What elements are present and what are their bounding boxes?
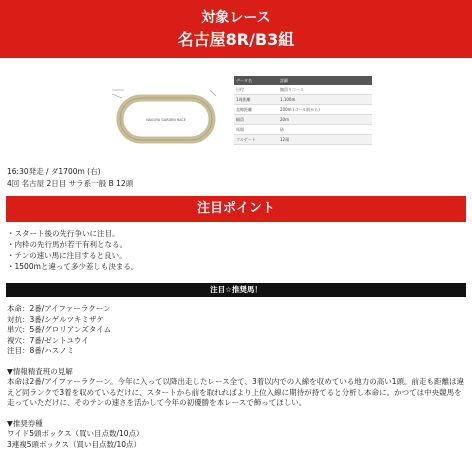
list-item: 3連複5頭ボックス（買い目点数/10点） — [7, 439, 142, 449]
table-row — [234, 135, 372, 145]
header-title: 対象レース — [201, 10, 271, 26]
table-row — [234, 95, 372, 105]
table-cell: 日付 — [234, 85, 278, 95]
table-row — [234, 105, 372, 115]
table-row — [234, 85, 372, 95]
table-cell: 1,100m — [278, 95, 372, 105]
table-cell: 20m — [278, 115, 372, 125]
list-item: 単穴：5番/グロリアンズタイム — [7, 325, 112, 334]
table-cell: 1周距離 — [234, 95, 278, 105]
table-header-row — [234, 76, 372, 85]
table-cell: 馬場 — [234, 125, 278, 135]
list-item: 注目：8番/ハスノミ — [7, 346, 75, 355]
course-data-table — [234, 76, 372, 145]
race-time-distance: 16:30発走 / ダ1700m (右) — [7, 167, 101, 176]
picks-list — [7, 304, 111, 357]
table-cell: 12頭 — [278, 135, 372, 145]
list-item: ・内枠の先行馬が若干有利となる。 — [7, 240, 127, 249]
list-item: ・テンの速い馬に注目すると良い。 — [7, 251, 127, 260]
table-cell: 200m (ゴール前から) — [278, 105, 372, 115]
table-header: データ名 — [234, 76, 278, 85]
table-row — [234, 115, 372, 125]
table-row — [234, 125, 372, 135]
picks-heading: 注目☆推奨馬！ — [6, 283, 466, 297]
race-title: 名古屋8R/B3組 — [177, 30, 295, 49]
attention-heading: 注目ポイント — [6, 196, 466, 222]
course-map — [110, 86, 222, 152]
table-cell: 直線距離 — [234, 105, 278, 115]
table-cell: 砂 — [278, 125, 372, 135]
betting-list — [7, 429, 144, 450]
list-item: ワイド5頭ボックス（買い目点数/10点） — [7, 429, 144, 438]
table-cell: 幅員 — [234, 115, 278, 125]
list-item: ・スタート後の先行争いに注目。 — [7, 229, 120, 238]
analysis-heading: ▼情報精査班の見解 — [7, 367, 73, 376]
betting-heading: ▼推奨券種 — [7, 419, 43, 428]
table-header: 詳細 — [278, 76, 372, 85]
attention-list — [7, 228, 467, 272]
list-item: 対抗：3番/シゲルツキミザケ — [7, 314, 104, 324]
course-label: NAGOYA GARDEN RACE — [146, 118, 186, 122]
table-cell: フルゲート — [234, 135, 278, 145]
table-cell: 無回りコース — [278, 85, 372, 95]
list-item: ・1500mと違って多少差しも決まる。 — [7, 262, 139, 271]
list-item: 複穴：7番/ゼントユウイ — [7, 335, 89, 345]
list-item: 本命：2番/アイファーラクーン — [7, 304, 111, 313]
page-header — [0, 0, 472, 58]
analysis-text: 本命は2番/アイファーラクーン。今年に入って以降出走したレース全て、3着以内での入線を収めている地力の高い1頭。前走も距離は違えど同ランクで3着を収めているだけに、スタートから前を取れればより上位入線に期待が持てると分析し本命に。かつては中央競馬を走っていただけに、そのテンの速さを活かして今年の初優勝を本レースで飾ってほしい。 — [7, 377, 465, 407]
race-meeting-info: 4回 名古屋 2日目 サラ系一般 B 12頭 — [7, 179, 134, 188]
